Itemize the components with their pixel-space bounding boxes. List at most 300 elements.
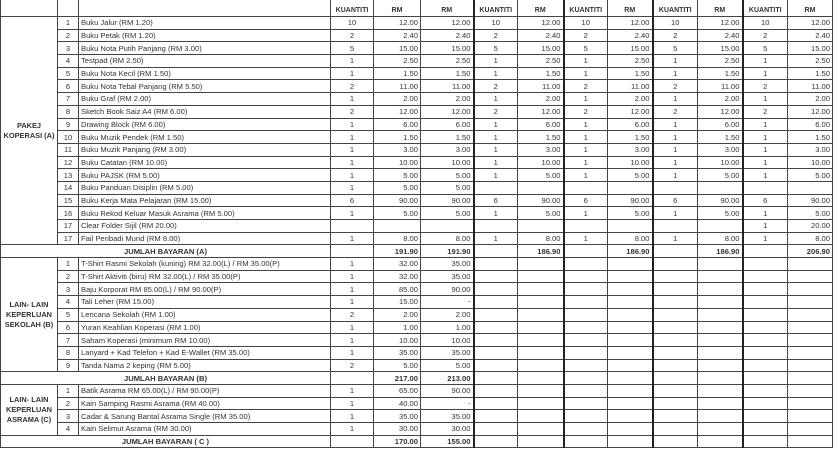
group-amount bbox=[698, 346, 743, 359]
table-row bbox=[1, 423, 833, 436]
group-quantity bbox=[474, 423, 518, 436]
table-row bbox=[1, 17, 833, 30]
group-quantity bbox=[653, 220, 698, 233]
item-quantity: 1 bbox=[331, 346, 374, 359]
group-quantity bbox=[653, 346, 698, 359]
total-amount: 213.00 bbox=[421, 372, 474, 385]
group-quantity bbox=[653, 258, 698, 271]
group-amount: 11.00 bbox=[698, 80, 743, 93]
item-quantity: 1 bbox=[331, 67, 374, 80]
group-amount bbox=[608, 258, 653, 271]
group-amount: 5.00 bbox=[518, 207, 564, 220]
group-amount bbox=[608, 384, 653, 397]
group-quantity: 2 bbox=[743, 80, 788, 93]
group-amount: 5.00 bbox=[608, 169, 653, 182]
total-label: JUMLAH BAYARAN ( C ) bbox=[1, 435, 331, 448]
item-number: 17 bbox=[58, 220, 79, 233]
group-amount bbox=[788, 397, 833, 410]
header-rm: RM bbox=[698, 0, 743, 17]
group-amount bbox=[698, 397, 743, 410]
group-quantity bbox=[743, 181, 788, 194]
item-number: 11 bbox=[58, 143, 79, 156]
group-amount: 1.50 bbox=[608, 131, 653, 144]
group-quantity: 6 bbox=[564, 194, 608, 207]
item-name: Buku Graf (RM 2.00) bbox=[79, 93, 331, 106]
group-quantity bbox=[743, 334, 788, 347]
group-quantity: 1 bbox=[564, 156, 608, 169]
table-row bbox=[1, 397, 833, 410]
group-quantity: 1 bbox=[653, 55, 698, 68]
group-amount: 2.40 bbox=[698, 29, 743, 42]
group-quantity: 1 bbox=[743, 220, 788, 233]
item-amount: 11.00 bbox=[421, 80, 474, 93]
item-amount: 32.00 bbox=[374, 258, 421, 271]
total-row bbox=[1, 245, 833, 258]
group-quantity bbox=[743, 397, 788, 410]
group-quantity bbox=[564, 258, 608, 271]
table-row bbox=[1, 232, 833, 245]
group-quantity: 1 bbox=[474, 131, 518, 144]
item-name: Testpad (RM 2.50) bbox=[79, 55, 331, 68]
group-quantity: 5 bbox=[564, 42, 608, 55]
item-name: Sketch Book Saiz A4 (RM 6.00) bbox=[79, 105, 331, 118]
group-amount bbox=[608, 220, 653, 233]
section-label: LAIN- LAIN KEPERLUAN ASRAMA (C) bbox=[1, 384, 58, 435]
item-quantity: 2 bbox=[331, 359, 374, 372]
item-quantity: 1 bbox=[331, 143, 374, 156]
group-amount: 11.00 bbox=[518, 80, 564, 93]
group-amount bbox=[608, 346, 653, 359]
item-amount: 90.00 bbox=[421, 283, 474, 296]
table-row bbox=[1, 321, 833, 334]
item-quantity: 1 bbox=[331, 156, 374, 169]
group-quantity: 2 bbox=[474, 29, 518, 42]
group-amount: 5.00 bbox=[698, 207, 743, 220]
item-number: 14 bbox=[58, 181, 79, 194]
table-row bbox=[1, 131, 833, 144]
item-number: 4 bbox=[58, 423, 79, 436]
item-amount: 10.00 bbox=[374, 334, 421, 347]
header-rm: RM bbox=[788, 0, 833, 17]
item-amount: - bbox=[421, 296, 474, 309]
group-amount: 15.00 bbox=[698, 42, 743, 55]
item-amount: 12.00 bbox=[374, 17, 421, 30]
total-label: JUMLAH BAYARAN (A) bbox=[1, 245, 331, 258]
group-amount bbox=[698, 283, 743, 296]
table-row bbox=[1, 143, 833, 156]
group-amount: 12.00 bbox=[698, 105, 743, 118]
item-amount: 1.50 bbox=[374, 131, 421, 144]
group-amount: 10.00 bbox=[608, 156, 653, 169]
group-quantity bbox=[653, 334, 698, 347]
item-quantity: 1 bbox=[331, 93, 374, 106]
group-amount bbox=[608, 423, 653, 436]
group-amount bbox=[698, 258, 743, 271]
item-amount: 2.40 bbox=[374, 29, 421, 42]
group-amount bbox=[698, 384, 743, 397]
item-name: Buku Muzik Panjang (RM 3.00) bbox=[79, 143, 331, 156]
group-amount: 1.50 bbox=[518, 131, 564, 144]
group-quantity bbox=[653, 308, 698, 321]
group-quantity bbox=[653, 410, 698, 423]
group-total-amount bbox=[788, 372, 833, 385]
group-amount bbox=[788, 270, 833, 283]
item-number: 2 bbox=[58, 29, 79, 42]
table-row bbox=[1, 359, 833, 372]
item-name: Batik Asrama RM 65.00(L) / RM 90.00(P) bbox=[79, 384, 331, 397]
item-name: Kain Selimut Asrama (RM 30.00) bbox=[79, 423, 331, 436]
group-amount: 6.00 bbox=[518, 118, 564, 131]
item-amount: 5.00 bbox=[421, 169, 474, 182]
group-amount: 2.40 bbox=[788, 29, 833, 42]
group-quantity bbox=[474, 283, 518, 296]
total-row bbox=[1, 435, 833, 448]
header-kuantiti: KUANTITI bbox=[474, 0, 518, 17]
group-quantity bbox=[474, 220, 518, 233]
table-row bbox=[1, 283, 833, 296]
group-quantity bbox=[474, 346, 518, 359]
item-name: Buku Petak (RM 1.20) bbox=[79, 29, 331, 42]
group-amount: 15.00 bbox=[788, 42, 833, 55]
item-name: Lanyard + Kad Telefon + Kad E-Wallet (RM 35.00) bbox=[79, 346, 331, 359]
group-quantity: 5 bbox=[743, 42, 788, 55]
item-amount: 5.00 bbox=[421, 207, 474, 220]
group-total-quantity bbox=[743, 435, 788, 448]
group-quantity: 1 bbox=[653, 131, 698, 144]
item-amount: 10.00 bbox=[421, 334, 474, 347]
group-quantity: 1 bbox=[474, 207, 518, 220]
group-quantity: 1 bbox=[653, 67, 698, 80]
table-row bbox=[1, 93, 833, 106]
group-quantity bbox=[564, 346, 608, 359]
group-amount: 2.50 bbox=[788, 55, 833, 68]
group-amount: 12.00 bbox=[788, 17, 833, 30]
item-number: 1 bbox=[58, 17, 79, 30]
group-quantity bbox=[474, 384, 518, 397]
item-number: 13 bbox=[58, 169, 79, 182]
group-amount bbox=[698, 181, 743, 194]
group-quantity bbox=[474, 410, 518, 423]
group-quantity: 1 bbox=[653, 143, 698, 156]
group-quantity: 1 bbox=[743, 67, 788, 80]
group-amount bbox=[608, 397, 653, 410]
group-quantity: 1 bbox=[474, 143, 518, 156]
table-row bbox=[1, 55, 833, 68]
group-quantity: 1 bbox=[743, 207, 788, 220]
item-number: 4 bbox=[58, 55, 79, 68]
group-amount: 5.00 bbox=[518, 169, 564, 182]
item-number: 5 bbox=[58, 308, 79, 321]
group-amount bbox=[698, 220, 743, 233]
group-amount: 3.00 bbox=[698, 143, 743, 156]
group-quantity bbox=[743, 283, 788, 296]
item-quantity: 1 bbox=[331, 321, 374, 334]
item-name: T-Shirt Aktiviti (biru) RM 32.00(L) / RM 35.00(P) bbox=[79, 270, 331, 283]
group-total-quantity bbox=[474, 372, 518, 385]
table-row bbox=[1, 334, 833, 347]
group-amount bbox=[518, 334, 564, 347]
group-amount bbox=[788, 258, 833, 271]
group-amount: 11.00 bbox=[608, 80, 653, 93]
group-quantity: 1 bbox=[653, 93, 698, 106]
total-amount: 170.00 bbox=[374, 435, 421, 448]
item-number: 10 bbox=[58, 131, 79, 144]
group-total-amount: 186.90 bbox=[608, 245, 653, 258]
group-quantity bbox=[653, 384, 698, 397]
group-quantity: 6 bbox=[474, 194, 518, 207]
item-amount: 85.00 bbox=[374, 283, 421, 296]
group-amount: 8.00 bbox=[518, 232, 564, 245]
item-quantity: 10 bbox=[331, 17, 374, 30]
item-number: 1 bbox=[58, 258, 79, 271]
item-amount: 6.00 bbox=[421, 118, 474, 131]
group-quantity: 1 bbox=[564, 55, 608, 68]
group-amount: 1.50 bbox=[608, 67, 653, 80]
item-amount: 8.00 bbox=[421, 232, 474, 245]
group-amount bbox=[788, 321, 833, 334]
item-number: 8 bbox=[58, 346, 79, 359]
item-number: 9 bbox=[58, 359, 79, 372]
item-amount: 5.00 bbox=[374, 359, 421, 372]
item-amount: 1.50 bbox=[421, 67, 474, 80]
group-quantity bbox=[564, 296, 608, 309]
group-quantity bbox=[743, 346, 788, 359]
item-quantity: 2 bbox=[331, 80, 374, 93]
group-total-amount bbox=[698, 372, 743, 385]
group-quantity: 1 bbox=[653, 169, 698, 182]
group-amount bbox=[698, 308, 743, 321]
group-amount: 3.00 bbox=[608, 143, 653, 156]
group-amount: 15.00 bbox=[518, 42, 564, 55]
group-quantity: 1 bbox=[743, 232, 788, 245]
group-amount bbox=[788, 181, 833, 194]
group-quantity: 1 bbox=[653, 118, 698, 131]
table-row bbox=[1, 346, 833, 359]
group-quantity: 1 bbox=[743, 169, 788, 182]
group-amount: 12.00 bbox=[608, 17, 653, 30]
item-number: 2 bbox=[58, 270, 79, 283]
item-name: Kain Samping Rasmi Asrama (RM 40.00) bbox=[79, 397, 331, 410]
item-number: 1 bbox=[58, 384, 79, 397]
group-amount bbox=[788, 308, 833, 321]
group-amount bbox=[518, 423, 564, 436]
group-quantity bbox=[474, 308, 518, 321]
item-name: Buku Kerja Mata Pelajaran (RM 15.00) bbox=[79, 194, 331, 207]
group-amount bbox=[788, 283, 833, 296]
group-amount: 6.00 bbox=[608, 118, 653, 131]
item-amount: 35.00 bbox=[421, 410, 474, 423]
group-quantity: 1 bbox=[743, 93, 788, 106]
group-amount: 5.00 bbox=[788, 207, 833, 220]
group-quantity bbox=[474, 397, 518, 410]
group-quantity: 2 bbox=[743, 29, 788, 42]
item-quantity: 2 bbox=[331, 29, 374, 42]
group-total-quantity bbox=[564, 372, 608, 385]
group-amount bbox=[608, 181, 653, 194]
header-rm: RM bbox=[421, 0, 474, 17]
group-quantity: 1 bbox=[743, 143, 788, 156]
item-amount bbox=[374, 220, 421, 233]
item-name: Buku Panduan Disiplin (RM 5.00) bbox=[79, 181, 331, 194]
group-quantity bbox=[653, 359, 698, 372]
total-quantity bbox=[331, 435, 374, 448]
group-amount bbox=[518, 258, 564, 271]
group-quantity: 1 bbox=[653, 156, 698, 169]
group-amount bbox=[518, 359, 564, 372]
item-amount: 11.00 bbox=[374, 80, 421, 93]
header-jenis bbox=[1, 0, 58, 17]
item-amount: 5.00 bbox=[421, 181, 474, 194]
group-amount: 10.00 bbox=[518, 156, 564, 169]
table-row bbox=[1, 194, 833, 207]
group-total-quantity bbox=[653, 372, 698, 385]
table-row bbox=[1, 169, 833, 182]
table-row bbox=[1, 42, 833, 55]
group-quantity bbox=[564, 397, 608, 410]
item-number: 7 bbox=[58, 93, 79, 106]
item-name: Baju Korporat RM 85.00(L) / RM 90.00(P) bbox=[79, 283, 331, 296]
item-quantity: 1 bbox=[331, 423, 374, 436]
item-amount: 12.00 bbox=[374, 105, 421, 118]
table-row bbox=[1, 410, 833, 423]
group-total-amount bbox=[608, 435, 653, 448]
item-name: Buku Catatan (RM 10.00) bbox=[79, 156, 331, 169]
group-total-amount bbox=[698, 435, 743, 448]
group-quantity: 2 bbox=[564, 80, 608, 93]
item-name: T-Shirt Rasmi Sekolah (kuning) RM 32.00(L) / RM 35.00(P) bbox=[79, 258, 331, 271]
group-quantity bbox=[564, 410, 608, 423]
group-quantity: 1 bbox=[653, 232, 698, 245]
group-quantity: 1 bbox=[564, 143, 608, 156]
item-name: Buku Nota Kecil (RM 1.50) bbox=[79, 67, 331, 80]
group-amount: 2.00 bbox=[788, 93, 833, 106]
group-quantity: 2 bbox=[743, 105, 788, 118]
group-amount: 12.00 bbox=[788, 105, 833, 118]
item-quantity: 6 bbox=[331, 194, 374, 207]
table-row bbox=[1, 270, 833, 283]
group-amount: 1.50 bbox=[788, 67, 833, 80]
section-label: PAKEJ KOPERASI (A) bbox=[1, 17, 58, 245]
item-quantity: 1 bbox=[331, 258, 374, 271]
item-name: Buku PAJSK (RM 5.00) bbox=[79, 169, 331, 182]
item-amount: 2.50 bbox=[374, 55, 421, 68]
group-quantity bbox=[564, 423, 608, 436]
item-number: 3 bbox=[58, 410, 79, 423]
table-body bbox=[1, 17, 833, 448]
group-quantity bbox=[743, 384, 788, 397]
group-quantity: 1 bbox=[474, 118, 518, 131]
group-quantity: 1 bbox=[564, 67, 608, 80]
group-quantity: 6 bbox=[743, 194, 788, 207]
group-quantity bbox=[653, 397, 698, 410]
group-amount bbox=[698, 359, 743, 372]
header-bil bbox=[58, 0, 79, 17]
item-amount: 32.00 bbox=[374, 270, 421, 283]
group-amount bbox=[518, 321, 564, 334]
table-row bbox=[1, 118, 833, 131]
group-amount: 10.00 bbox=[788, 156, 833, 169]
header-kuantiti: KUANTITI bbox=[331, 0, 374, 17]
group-quantity bbox=[743, 270, 788, 283]
item-quantity: 2 bbox=[331, 105, 374, 118]
item-amount: 65.00 bbox=[374, 384, 421, 397]
item-amount: 3.00 bbox=[374, 143, 421, 156]
group-total-quantity bbox=[653, 435, 698, 448]
item-amount: 1.00 bbox=[374, 321, 421, 334]
header-perkara bbox=[79, 0, 331, 17]
group-quantity bbox=[653, 296, 698, 309]
group-quantity: 1 bbox=[564, 232, 608, 245]
group-amount: 12.00 bbox=[518, 17, 564, 30]
total-label: JUMLAH BAYARAN (B) bbox=[1, 372, 331, 385]
group-amount bbox=[608, 321, 653, 334]
item-amount: 5.00 bbox=[374, 207, 421, 220]
header-kuantiti: KUANTITI bbox=[564, 0, 608, 17]
group-quantity: 10 bbox=[474, 17, 518, 30]
group-quantity bbox=[743, 359, 788, 372]
group-amount: 12.00 bbox=[518, 105, 564, 118]
group-total-quantity bbox=[653, 245, 698, 258]
item-amount bbox=[421, 220, 474, 233]
group-amount: 90.00 bbox=[518, 194, 564, 207]
item-amount: 3.00 bbox=[421, 143, 474, 156]
item-name: Buku Muzik Pendek (RM 1.50) bbox=[79, 131, 331, 144]
group-total-quantity bbox=[743, 372, 788, 385]
group-amount bbox=[698, 270, 743, 283]
item-quantity: 1 bbox=[331, 207, 374, 220]
group-amount bbox=[518, 397, 564, 410]
group-amount: 12.00 bbox=[608, 105, 653, 118]
item-amount: 30.00 bbox=[374, 423, 421, 436]
group-quantity: 1 bbox=[743, 55, 788, 68]
item-quantity: 1 bbox=[331, 232, 374, 245]
item-quantity: 5 bbox=[331, 42, 374, 55]
group-amount bbox=[698, 423, 743, 436]
group-quantity: 1 bbox=[564, 131, 608, 144]
group-quantity bbox=[743, 410, 788, 423]
group-amount: 1.50 bbox=[698, 131, 743, 144]
item-number: 16 bbox=[58, 207, 79, 220]
group-quantity: 2 bbox=[564, 105, 608, 118]
group-quantity: 1 bbox=[474, 232, 518, 245]
group-amount bbox=[608, 410, 653, 423]
group-quantity: 1 bbox=[743, 131, 788, 144]
item-number: 3 bbox=[58, 42, 79, 55]
group-quantity: 5 bbox=[653, 42, 698, 55]
group-total-amount bbox=[518, 435, 564, 448]
total-amount: 191.90 bbox=[421, 245, 474, 258]
item-amount: 40.00 bbox=[374, 397, 421, 410]
group-quantity: 2 bbox=[474, 105, 518, 118]
group-quantity bbox=[564, 384, 608, 397]
item-name: Clear Folder Sijil (RM 20.00) bbox=[79, 220, 331, 233]
group-amount bbox=[698, 334, 743, 347]
group-amount bbox=[608, 296, 653, 309]
group-amount bbox=[518, 296, 564, 309]
item-amount: 10.00 bbox=[374, 156, 421, 169]
group-amount: 90.00 bbox=[788, 194, 833, 207]
group-amount: 6.00 bbox=[788, 118, 833, 131]
item-name: Buku Nota Putih Panjang (RM 3.00) bbox=[79, 42, 331, 55]
table-row bbox=[1, 105, 833, 118]
group-amount bbox=[788, 384, 833, 397]
group-total-amount bbox=[518, 372, 564, 385]
item-quantity: 1 bbox=[331, 397, 374, 410]
group-total-amount bbox=[788, 435, 833, 448]
header-kuantiti: KUANTITI bbox=[743, 0, 788, 17]
group-quantity bbox=[653, 181, 698, 194]
item-amount: 15.00 bbox=[374, 296, 421, 309]
